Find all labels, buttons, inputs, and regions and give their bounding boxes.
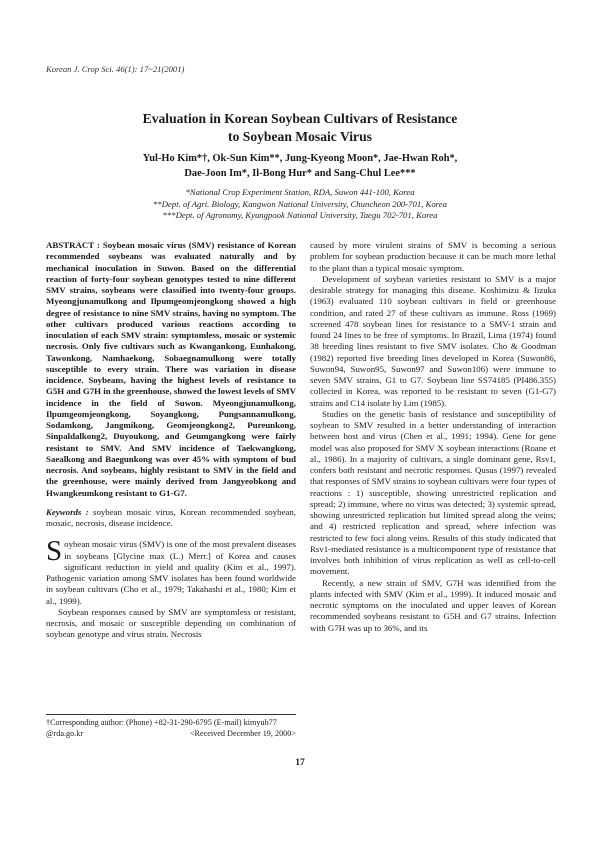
- keywords: [46, 507, 296, 530]
- drop-cap: S: [46, 535, 63, 568]
- paper-title: [40, 110, 560, 146]
- right-paragraph-4: Recently, a new strain of SMV, G7H was identified from the plants infected with SMV (Kim et al., 1999). It induced mosaic and necrotic symptoms on the inoculated and upper leaves of Korean recommended soybeans resistant to G5H and G7 strains. Infection with G7H was up to 36%, and its: [310, 577, 556, 633]
- authors-line-2: Dae-Joon Im*, Il-Bong Hur* and Sang-Chul Lee***: [184, 168, 416, 179]
- affiliations: [40, 187, 560, 222]
- affiliation-1: *National Crop Experiment Station, RDA, Suwon 441-100, Korea: [185, 187, 415, 197]
- keywords-label: Keywords :: [46, 506, 89, 517]
- intro-paragraph-2: Soybean responses caused by SMV are symptomless or resistant, necrosis, and mosaic or susceptible depending on combination of soybean genotype and virus strain. Necrosis: [46, 606, 296, 640]
- affiliation-3: ***Dept. of Agronomy, Kyungpook National University, Taegu 702-701, Korea: [162, 210, 438, 220]
- corresponding-author-footnote: [46, 714, 296, 739]
- received-date: <Received December 19, 2000>: [189, 728, 296, 738]
- authors-line-1: Yul-Ho Kim*†, Ok-Sun Kim**, Jung-Kyeong Moon*, Jae-Hwan Roh*,: [142, 153, 458, 164]
- title-line-1: Evaluation in Korean Soybean Cultivars of Resistance: [142, 111, 458, 126]
- author-list: [40, 151, 560, 181]
- page-number: 17: [295, 758, 305, 768]
- right-column: [310, 240, 556, 634]
- intro-paragraph-1-text: oybean mosaic virus (SMV) is one of the most prevalent diseases in soybeans [Glycine max (L.) Merr.] of Korea and causes significant reduction in yield and quality (Kim et al., 1997). Pathogenic variation among SMV isolates has been found worldwide in soybean cultivars (Cho et al., 1979; Takahashi et al., 1980; Kim et al., 1999).: [46, 539, 296, 606]
- footnote-line-1: †Corresponding author: (Phone) +82-31-290-6795 (E-mail) kimyuh77: [46, 718, 277, 727]
- footnote-email-domain: @rda.go.kr: [46, 728, 84, 738]
- intro-paragraph-1: [46, 535, 296, 607]
- journal-citation: Korean J. Crop Sci. 46(1): 17~21(2001): [46, 64, 185, 74]
- footnote-line-2: [46, 729, 296, 740]
- abstract: ABSTRACT : Soybean mosaic virus (SMV) resistance of Korean recommended soybeans was evaluated naturally and by mechanical inoculation in Suwon. Based on the differential reaction of forty-four soybean genotypes tested to nine different SMV strains, soybeans were classified into twenty-four groups. Myeongjunamulkong and Ilpumgeomjeongkong showed a high degree of resistance to nine SMV strains, having no symptom. The other cultivars produced various reactions according to inoculation of each SMV strain: symptomless, mosaic or systemic necrosis. Only five cultivars such as Kwangankong, Eunhakong, Tawonkong, Namhaekong, Sobaegnamulkong were totally susceptible to every strain. There was variation in disease incidence. Soybeans, having the highest levels of resistance to G5H and G7H in the greenhouse, showed the lowest levels of SMV incidence in the field of Suwon. Myeongjunamulkong, Ilpumgeomjeongkong, Soyangkong, Pungsannamulkong, Sodamkong, Jangmikong, Geomjeongkong2, Pureunkong, Sinpaldalkong2, Duyoukong, and Geumgangkong were fairly resistant to SMV. And SMV incidence of Taekwangkong, Saealkong and Baegunkong was over 45% with symptom of bud necrosis. And soybeans, highly resistant to SMV in the field and the greenhouse, were mainly derived from Jangyeobkong and Hwangkeumkong resistant to G1-G7.: [46, 240, 296, 498]
- right-paragraph-2: Development of soybean varieties resistant to SMV is a major desirable strategy for managing this disease. Koshimizu & Iizuka (1963) evaluated 110 soybean cultivars in field or greenhouse condition, and rated 27 of these cultivars as immune. Ross (1969) screened 478 soybean lines for resistance to a SMV-1 strain and found 24 lines to be free of symptoms. In Brazil, Lima (1974) found 38 breeding lines resistant to five SMV isolates. Cho & Goodman (1982) reported five breeding lines developed in Korea (Suwon86, Suwon94, Suwon95, Suwon97 and Suwon106) were immune to seven SMV strains, G1 to G7. Soybean line SS74185 (PI486.355) collected in Korea, was reported to be resistant to seven (G1-G7) strains and C14 isolate by Lim (1985).: [310, 273, 556, 408]
- right-paragraph-3: Studies on the genetic basis of resistance and susceptibility of soybean to SMV resulted in a better understanding of interaction between host and virus (Chen et al., 1991; 1994). Gene for gene model was also proposed for SMV X soybean interactions (Roane et al., 1986). In a majority of cultivars, a single dominant gene, Rsv1, confers both resistant and necrotic responses. Qusus (1997) revealed that responses of SMV strains to soybean cultivars were four types of reactions : 1) susceptible, showing unrestricted replication and spread; 2) immune, where no virus was detected; 3) systemic spread, showing unrestricted replication but limited spread along the veins; and 4) restricted replication and spread, where infection was restricted to few foci along veins. Results of this study indicated that Rsv1-mediated resistance is a multicomponent type of resistance that involves both inhibition of virus replication as well as cell-to-cell movement.: [310, 408, 556, 577]
- keywords-text: soybean mosaic virus, Korean recommended soybean, mosaic, necrosis, disease incidence.: [46, 506, 296, 528]
- left-column: [46, 240, 296, 641]
- right-paragraph-1: caused by more virulent strains of SMV is becoming a serious problem for soybean production because it can be much more lethal to the plant than a typical mosaic symptom.: [310, 240, 556, 273]
- affiliation-2: **Dept. of Agri. Biology, Kangwon National University, Chuncheon 200-701, Korea: [153, 198, 447, 209]
- title-line-2: to Soybean Mosaic Virus: [228, 129, 372, 144]
